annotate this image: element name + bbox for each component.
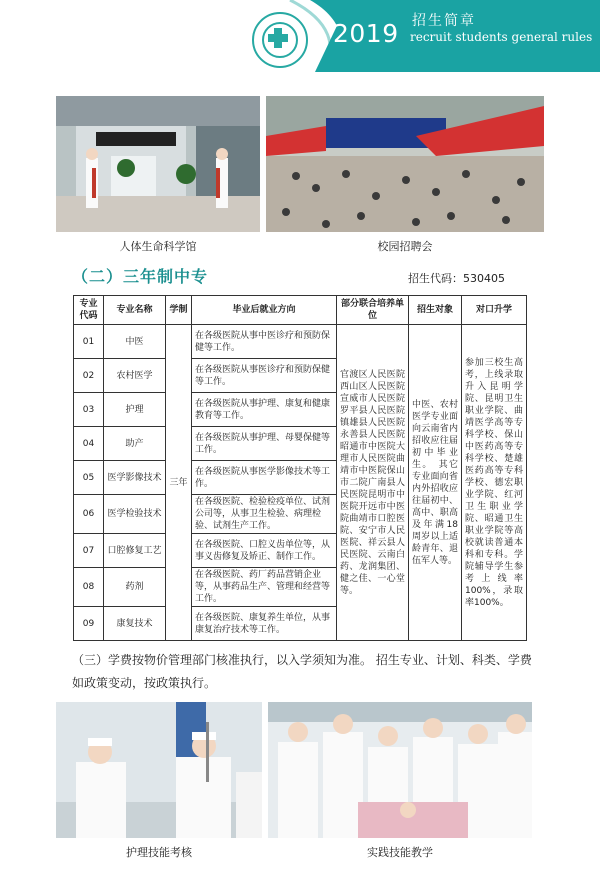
header-target: 招生对象 <box>409 296 462 325</box>
header-duration: 学制 <box>166 296 192 325</box>
header-year: 2019 <box>333 19 399 48</box>
page-header <box>0 0 600 72</box>
row-code: 02 <box>74 359 104 393</box>
header-direction: 毕业后就业方向 <box>192 296 337 325</box>
row-direction: 在各级医院、口腔义齿单位等，从事义齿修复及矫正、制作工作。 <box>192 534 337 568</box>
row-direction: 在各级医院从事护理、母婴保健等工作。 <box>192 427 337 461</box>
header-title-cn: 招生简章 <box>412 13 476 29</box>
school-logo-icon <box>252 12 308 68</box>
row-name: 助产 <box>104 427 166 461</box>
row-code: 06 <box>74 495 104 534</box>
tuition-note: （三）学费按物价管理部门核准执行，以入学须知为准。 招生专业、计划、科类、学费如政策变动，按政策执行。 <box>72 653 532 690</box>
row-name: 医学影像技术 <box>104 461 166 495</box>
row-code: 05 <box>74 461 104 495</box>
caption-practical-teaching: 实践技能教学 <box>367 846 433 859</box>
program-table <box>73 295 527 641</box>
row-name: 护理 <box>104 393 166 427</box>
row-direction: 在各级医院、康复养生单位，从事康复治疗技术等工作。 <box>192 607 337 641</box>
row-code: 01 <box>74 325 104 359</box>
photo-campus-job-fair <box>266 96 544 232</box>
photo-nursing-skills-exam <box>56 702 262 838</box>
row-direction: 在各级医院从事医诊疗和预防保健等工作。 <box>192 359 337 393</box>
row-code: 07 <box>74 534 104 568</box>
row-name: 康复技术 <box>104 607 166 641</box>
row-code: 09 <box>74 607 104 641</box>
row-code: 03 <box>74 393 104 427</box>
row-code: 08 <box>74 568 104 607</box>
row-name: 口腔修复工艺 <box>104 534 166 568</box>
caption-campus-job-fair: 校园招聘会 <box>377 240 433 253</box>
photo-practical-teaching <box>268 702 532 838</box>
header-partners: 部分联合培养单位 <box>337 296 409 325</box>
row-name: 农村医学 <box>104 359 166 393</box>
header-further-study: 对口升学 <box>462 296 527 325</box>
header-name: 专业名称 <box>104 296 166 325</box>
enrollment-code: 招生代码：530405 <box>408 272 505 285</box>
header-code: 专业代码 <box>74 296 104 325</box>
row-direction: 在各级医院从事护理、康复和健康教育等工作。 <box>192 393 337 427</box>
row-code: 04 <box>74 427 104 461</box>
target-cell: 中医、农村医学专业面向云南省内招收应往届初中毕业生。 其它专业面向省内外招收应往届初中、高中、职高及年满18周岁以上适龄青年、退伍军人等。 <box>409 325 462 641</box>
row-direction: 在各级医院从事中医诊疗和预防保健等工作。 <box>192 325 337 359</box>
header-title-en: recruit students general rules <box>410 30 593 44</box>
section-title: （二）三年制中专 <box>72 267 209 286</box>
row-direction: 在各级医院、检验检疫单位、试剂公司等，从事卫生检验、病理检验、试剂生产工作。 <box>192 495 337 534</box>
duration-cell: 三年 <box>166 325 192 641</box>
caption-nursing-skills-exam: 护理技能考核 <box>126 846 192 859</box>
row-direction: 在各级医院、药厂药品营销企业等，从事药品生产、管理和经营等工作。 <box>192 568 337 607</box>
table-header-row <box>74 296 527 325</box>
row-direction: 在各级医院从事医学影像技术等工作。 <box>192 461 337 495</box>
table-row <box>74 325 527 359</box>
row-name: 医学检验技术 <box>104 495 166 534</box>
partners-cell: 官渡区人民医院西山区人民医院宣威市人民医院罗平县人民医院镇雄县人民医院永善县人民医院昭通市中医院大理市人民医院曲靖市中医院保山市二院广南县人民医院昆明市中医院开远市中医院曲靖市口腔医院、安宁市人民医院、祥云县人民医院、云南白药、龙润集团、健之佳、一心堂等。 <box>337 325 409 641</box>
photo-life-science-museum <box>56 96 260 232</box>
further-study-cell: 参加三校生高考，上线录取升入昆明学院、昆明卫生职业学院、曲靖医学高等专科学校、保山中医药高等专科学校、楚雄医药高等专科学校、德宏职业学院、红河卫生职业学院、昭通卫生职业学院等高校就读普通本科和专科。学院辅导学生参考上线率100%，录取率100%。 <box>462 325 527 641</box>
row-name: 中医 <box>104 325 166 359</box>
row-name: 药剂 <box>104 568 166 607</box>
caption-life-science-museum: 人体生命科学馆 <box>119 240 197 253</box>
